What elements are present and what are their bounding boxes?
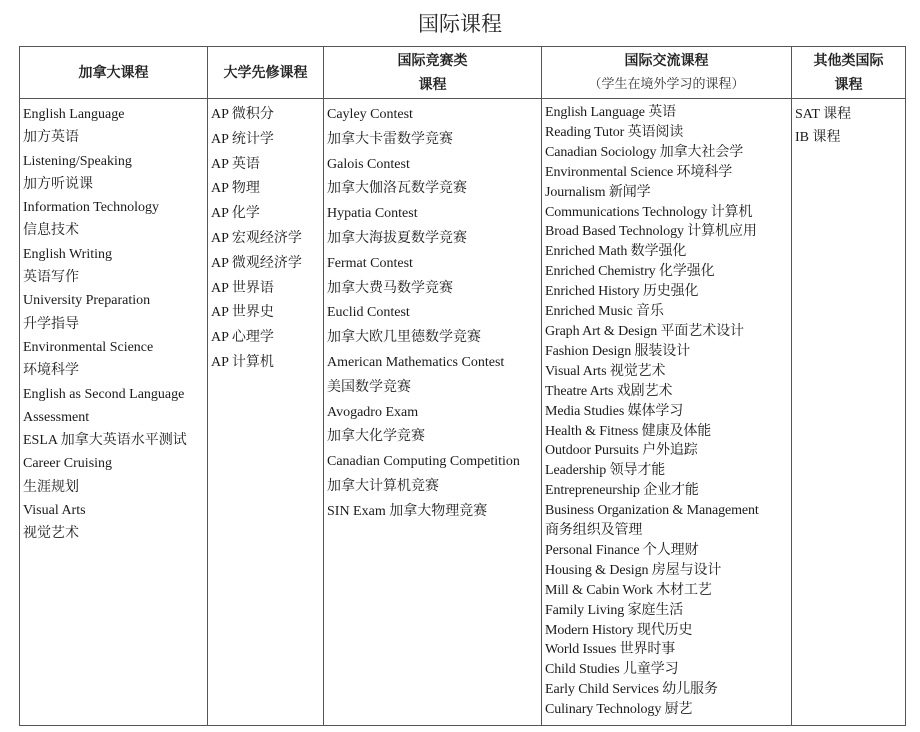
list-item: SAT 课程 [795, 107, 852, 122]
body-row [20, 99, 906, 726]
list-item: AP 物理 [211, 181, 260, 197]
list-item: AP 英语 [211, 156, 260, 172]
list-item: Personal Finance 个人理财 [545, 542, 699, 558]
list-item: Communications Technology 计算机 [545, 204, 753, 220]
list-item: English as Second Language [23, 386, 185, 402]
list-item: Canadian Computing Competition [327, 454, 520, 470]
list-item: Culinary Technology 厨艺 [545, 702, 693, 718]
header-label: 其他类国际 [813, 52, 884, 69]
list-item: Galois Contest [327, 156, 410, 172]
exchange-courses-list [545, 103, 789, 720]
list-item: Euclid Contest [327, 305, 410, 321]
header-label: 国际交流课程 [624, 52, 709, 69]
header-label-line2: 课程 [834, 76, 863, 93]
canadian-courses-list [23, 103, 205, 546]
other-courses-list [795, 103, 903, 149]
list-item: Avogadro Exam [327, 404, 419, 420]
list-item: Graph Art & Design 平面艺术设计 [545, 323, 744, 339]
list-item: American Mathematics Contest [327, 354, 505, 370]
list-item: University Preparation [23, 293, 151, 309]
list-item: Journalism 新闻学 [545, 184, 651, 200]
list-item: AP 微观经济学 [211, 255, 302, 271]
list-item: 加拿大费马数学竞赛 [327, 280, 453, 296]
competition-courses-list [327, 103, 539, 525]
list-item: Outdoor Pursuits 户外追踪 [545, 443, 698, 459]
list-item: Reading Tutor 英语阅读 [545, 124, 684, 140]
list-item: English Language 英语 [545, 105, 677, 120]
list-item: Enriched Music 音乐 [545, 304, 664, 320]
list-item: SIN Exam 加拿大物理竞赛 [327, 503, 488, 519]
list-item: 加拿大计算机竞赛 [327, 478, 439, 494]
list-item: Fermat Contest [327, 255, 413, 271]
list-item: 美国数学竞赛 [327, 379, 411, 395]
list-item: 加拿大欧几里德数学竞赛 [327, 330, 481, 346]
list-item: Visual Arts 视觉艺术 [545, 363, 666, 379]
list-item: Enriched Chemistry 化学强化 [545, 264, 715, 280]
header-label: 大学先修课程 [223, 64, 308, 81]
list-item: 环境科学 [23, 363, 79, 379]
canadian-courses-cell [20, 99, 208, 726]
list-item: Entrepreneurship 企业才能 [545, 483, 699, 499]
list-item: AP 计算机 [211, 354, 274, 370]
list-item: IB 课程 [795, 130, 841, 145]
exchange-courses-cell [542, 99, 792, 726]
list-item: Fashion Design 服装设计 [545, 343, 691, 359]
list-item: 加拿大海拔夏数学竞赛 [327, 230, 467, 246]
list-item: AP 世界语 [211, 280, 274, 296]
list-item: Enriched Math 数学强化 [545, 244, 687, 260]
header-competition-courses [324, 47, 542, 99]
list-item: 信息技术 [23, 223, 79, 239]
list-item: Mill & Cabin Work 木材工艺 [545, 582, 712, 598]
other-courses-cell [792, 99, 906, 726]
list-item: 视觉艺术 [23, 526, 79, 542]
list-item: Theatre Arts 戏剧艺术 [545, 383, 673, 399]
header-sublabel: （学生在境外学习的课程） [588, 76, 745, 92]
list-item: 加方听说课 [23, 176, 93, 192]
list-item: AP 统计学 [211, 131, 274, 147]
header-other-courses [792, 47, 906, 99]
list-item: Business Organization & Management [545, 503, 759, 519]
header-ap-courses [208, 47, 324, 99]
list-item: Cayley Contest [327, 107, 413, 122]
list-item: Child Studies 儿童学习 [545, 662, 679, 678]
list-item: Canadian Sociology 加拿大社会学 [545, 144, 744, 160]
list-item: Assessment [23, 409, 90, 425]
list-item: Early Child Services 幼儿服务 [545, 682, 718, 698]
list-item: Information Technology [23, 200, 160, 216]
header-exchange-courses [542, 47, 792, 99]
list-item: Listening/Speaking [23, 153, 132, 169]
list-item: Visual Arts [23, 503, 86, 519]
list-item: Enriched History 历史强化 [545, 284, 699, 300]
list-item: Health & Fitness 健康及体能 [545, 423, 712, 439]
list-item: Career Cruising [23, 456, 113, 472]
list-item: 升学指导 [23, 316, 79, 332]
list-item: 英语写作 [23, 270, 79, 286]
list-item: English Language [23, 107, 125, 122]
list-item: 商务组织及管理 [545, 523, 643, 539]
header-label-line2: 课程 [418, 76, 447, 93]
list-item: Hypatia Contest [327, 206, 418, 222]
list-item: Modern History 现代历史 [545, 622, 693, 638]
list-item: 加拿大卡雷数学竞赛 [327, 131, 453, 147]
list-item: AP 世界史 [211, 305, 274, 321]
header-row [20, 47, 906, 99]
list-item: Media Studies 媒体学习 [545, 403, 684, 419]
list-item: Housing & Design 房屋与设计 [545, 562, 722, 578]
list-item: AP 微积分 [211, 107, 274, 122]
list-item: Environmental Science [23, 339, 154, 355]
list-item: AP 化学 [211, 206, 260, 222]
list-item: 加拿大伽洛瓦数学竞赛 [327, 181, 467, 197]
courses-table [19, 46, 906, 726]
list-item: World Issues 世界时事 [545, 642, 676, 658]
list-item: Family Living 家庭生活 [545, 602, 684, 618]
list-item: ESLA 加拿大英语水平测试 [23, 433, 187, 449]
header-label: 国际竞赛类 [397, 52, 468, 69]
header-label: 加拿大课程 [78, 64, 149, 81]
list-item: 加方英语 [23, 130, 79, 146]
list-item: Broad Based Technology 计算机应用 [545, 224, 757, 240]
header-canadian-courses [20, 47, 208, 99]
list-item: English Writing [23, 246, 113, 262]
competition-courses-cell [324, 99, 542, 726]
ap-courses-list [211, 103, 321, 376]
list-item: Environmental Science 环境科学 [545, 164, 733, 180]
list-item: AP 宏观经济学 [211, 230, 302, 246]
list-item: 生涯规划 [23, 479, 79, 495]
list-item: Leadership 领导才能 [545, 463, 666, 479]
page-title: 国际课程 [418, 12, 502, 36]
ap-courses-cell [208, 99, 324, 726]
list-item: AP 心理学 [211, 330, 274, 346]
list-item: 加拿大化学竞赛 [327, 429, 425, 445]
